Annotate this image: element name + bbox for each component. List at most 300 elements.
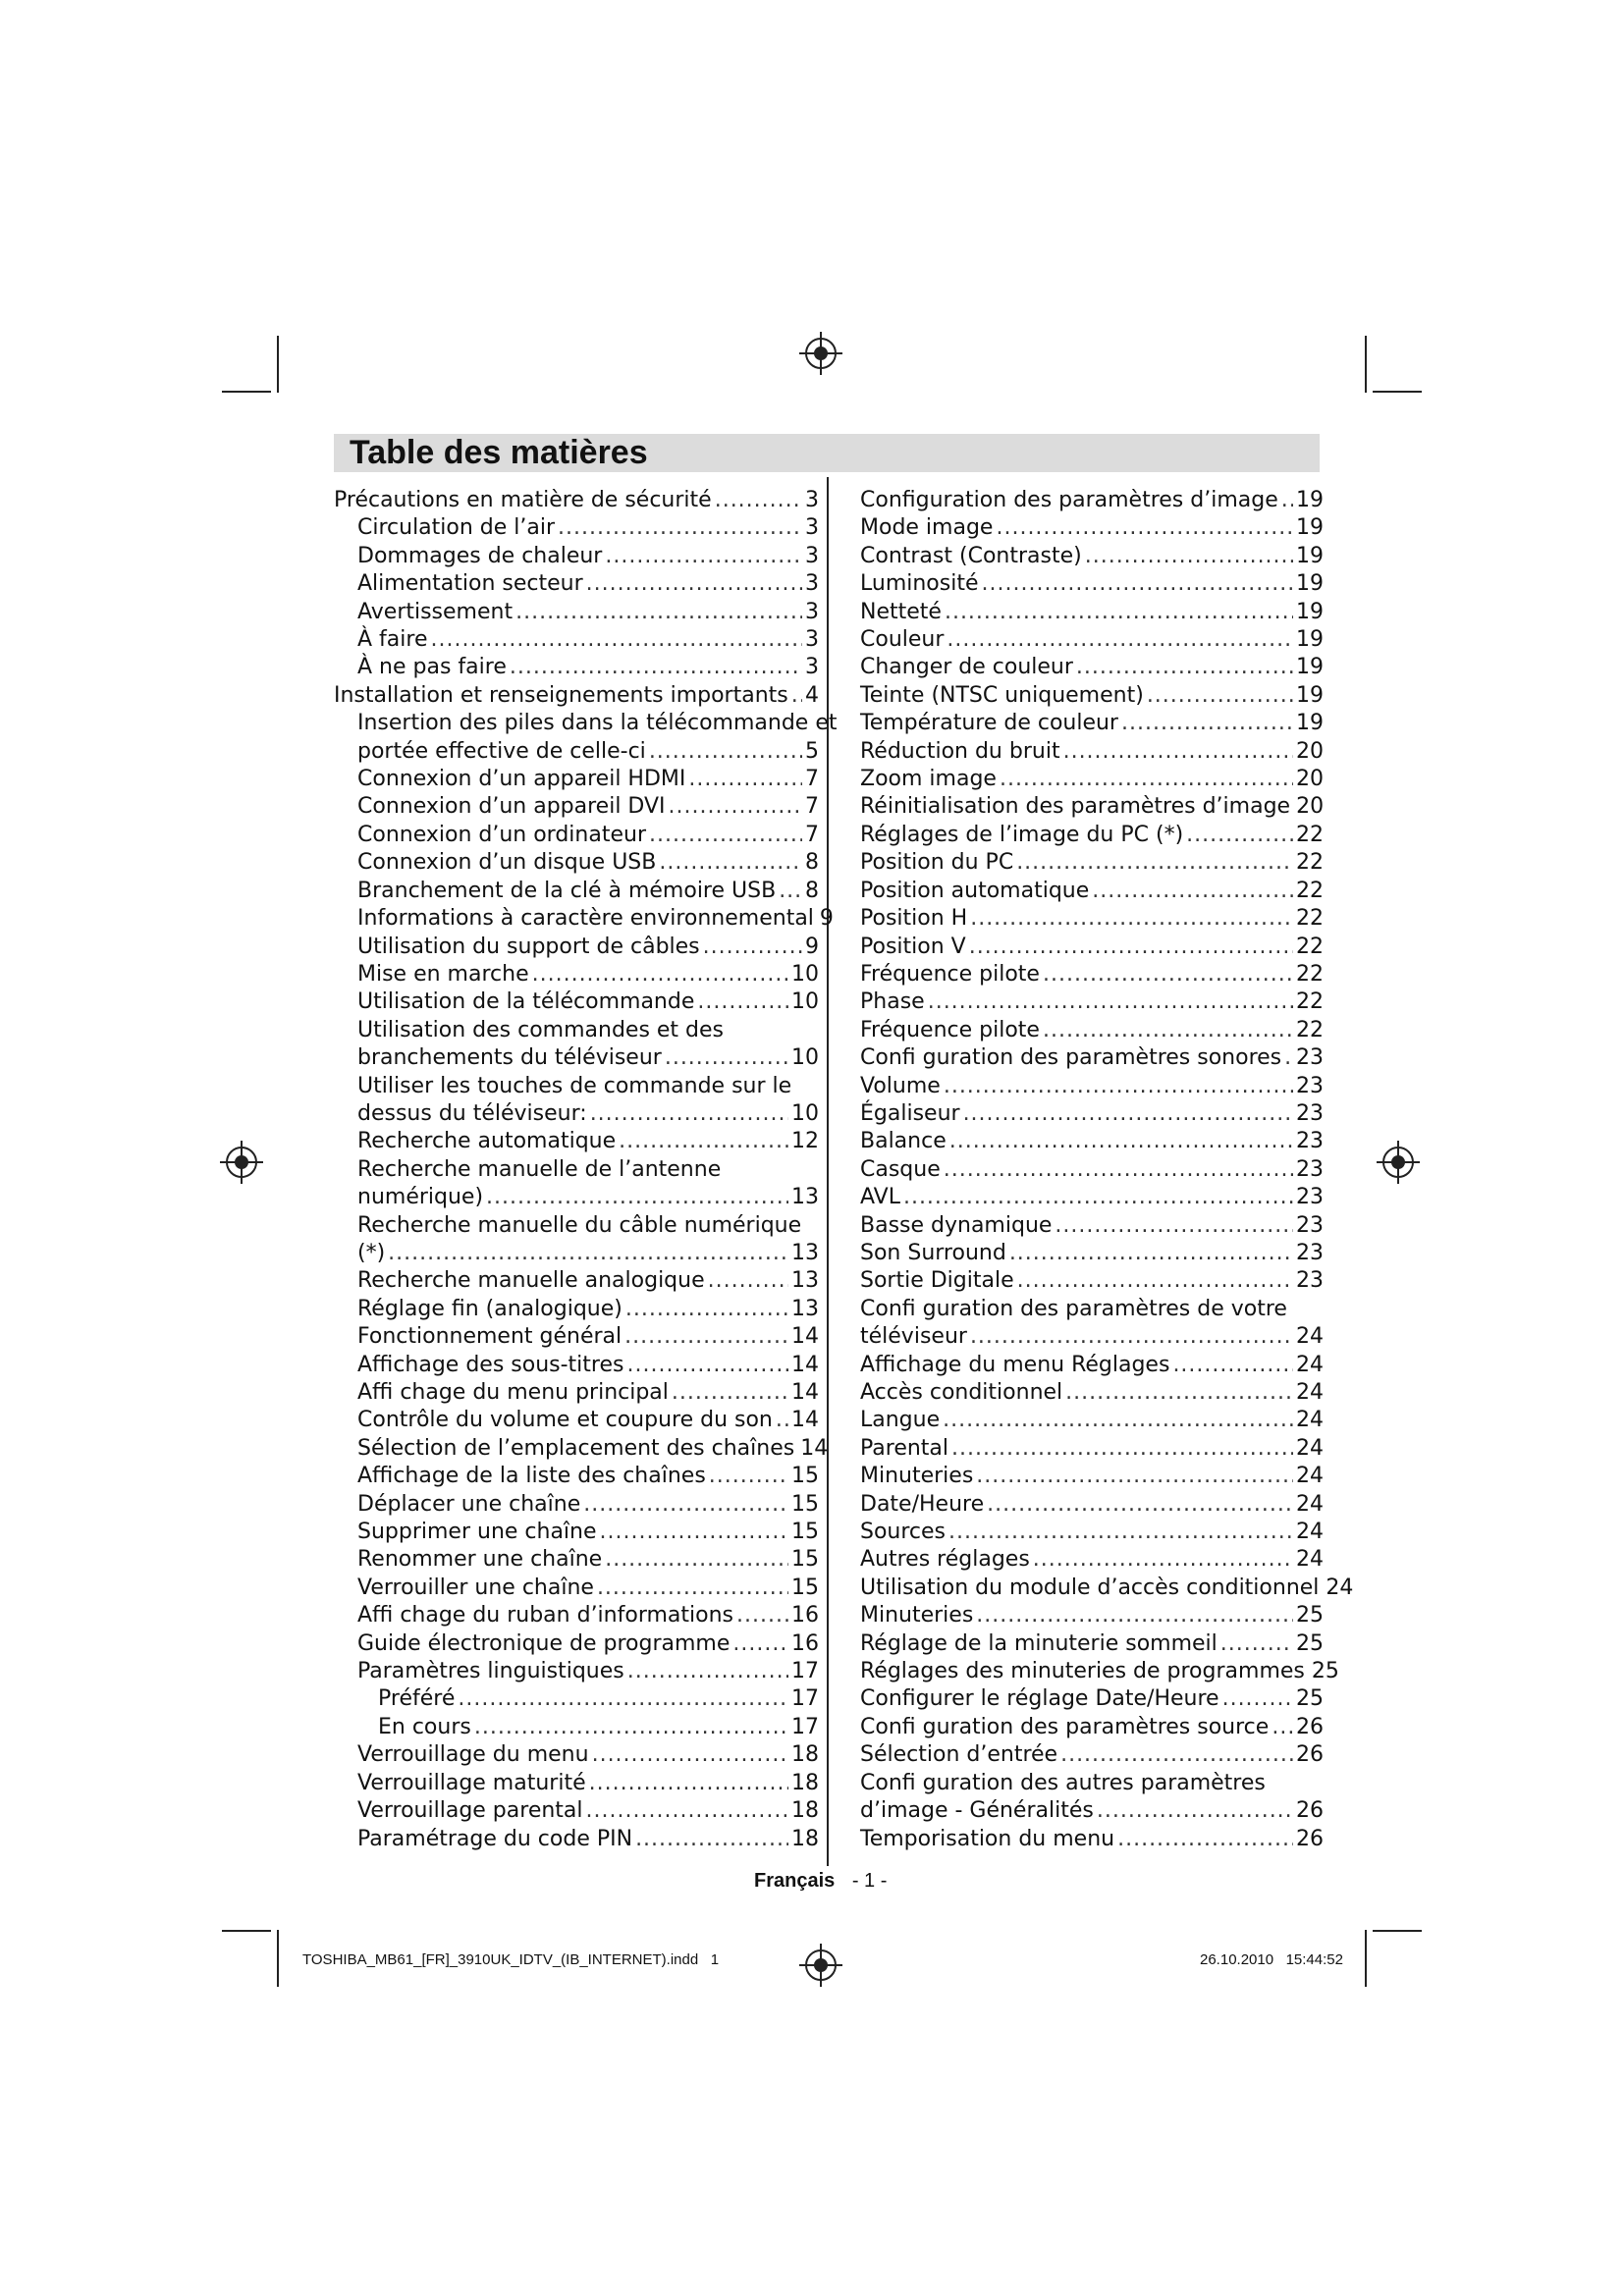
toc-dot-leader [1009,1240,1293,1267]
toc-entry-page: 16 [791,1630,819,1656]
crop-mark [1373,391,1422,393]
page-footer [754,1870,887,1893]
toc-entry [334,961,819,988]
toc-dot-leader [1220,1630,1293,1658]
toc-entry-text: Sources [860,1520,947,1545]
toc-dot-leader [944,1156,1293,1184]
toc-entry-page: 7 [805,822,819,847]
toc-entry-text: Affichage de la liste des chaînes [357,1464,706,1489]
toc-entry-text: Confi guration des paramètres sonores [860,1045,1282,1071]
toc-dot-leader [1033,1546,1293,1574]
toc-dot-leader [1055,1212,1293,1240]
toc-entry-page: 19 [1296,543,1324,568]
toc-entry [334,738,819,766]
toc-entry-page: 16 [791,1603,819,1629]
toc-entry-text: Mode image [860,515,994,541]
toc-entry-text: Position automatique [860,878,1090,903]
toc-dot-leader [458,1685,788,1713]
toc-dot-leader [649,738,802,766]
toc-entry-text: Recherche automatique [357,1129,617,1154]
toc-left-column [334,487,838,1853]
toc-entry-text: Verrouillage du menu [357,1742,589,1768]
toc-entry-text: Configurer le réglage Date/Heure [860,1686,1219,1712]
toc-dot-leader [605,543,802,570]
toc-entry-text: Fonctionnement général [357,1324,623,1350]
toc-entry [860,514,1324,542]
crop-mark [1365,336,1367,393]
page-title: Table des matières [350,434,648,471]
toc-entry-page: 24 [1296,1547,1324,1573]
toc-entry [334,1602,819,1629]
toc-dot-leader [388,1240,788,1267]
toc-entry [860,626,1324,654]
toc-entry-text: Circulation de l’air [357,515,556,541]
toc-entry-text: Température de couleur [860,711,1118,736]
toc-entry [860,961,1324,988]
registration-mark-icon [805,338,837,369]
toc-dot-leader [1186,822,1293,849]
toc-entry [860,905,1324,933]
toc-entry [334,1519,819,1546]
toc-entry-text: Déplacer une chaîne [357,1491,581,1517]
toc-entry-text: Renommer une chaîne [357,1547,603,1573]
toc-entry-text: Teinte (NTSC uniquement) [860,682,1144,708]
toc-entry-page: 19 [1296,488,1324,512]
toc-entry-text: Configuration des paramètres d’image [860,488,1278,512]
toc-entry-text: Temporisation du menu [860,1826,1115,1851]
toc-entry-page: 15 [791,1575,819,1600]
toc-entry-page: 18 [791,1826,819,1851]
toc-entry-page: 17 [791,1686,819,1712]
toc-entry-text: Confi guration des paramètres de votre [860,1296,1287,1321]
toc-entry [860,1156,1324,1184]
toc-entry-text: Fréquence pilote [860,961,1040,987]
toc-dot-leader [1092,878,1293,905]
toc-entry-page: 22 [1296,961,1324,987]
toc-entry-page: 3 [805,655,819,680]
toc-dot-leader [943,1407,1293,1434]
toc-entry-page: 15 [791,1491,819,1517]
toc-entry-text: Affi chage du menu principal [357,1380,669,1405]
toc-entry [860,1491,1324,1519]
toc-entry-page: 22 [1296,906,1324,932]
toc-entry-page: 13 [791,1240,819,1265]
crop-mark [222,1930,271,1932]
toc-entry-text: Contrast (Contraste) [860,543,1082,568]
toc-entry-page: 24 [1296,1520,1324,1545]
toc-entry-text: Réinitialisation des paramètres d’image [860,794,1291,820]
toc-entry [334,1463,819,1490]
toc-entry-page: 10 [791,961,819,987]
toc-dot-leader [625,1296,788,1323]
toc-entry [334,1352,819,1379]
toc-entry [334,1267,819,1295]
toc-entry [334,1044,819,1072]
toc-entry-page: 23 [1296,1129,1324,1154]
toc-dot-leader [1063,738,1293,766]
toc-entry-text: Accès conditionnel [860,1380,1063,1405]
toc-entry-text: En cours [378,1714,471,1739]
toc-right-column [860,487,1354,1853]
toc-entry [334,514,819,542]
toc-entry [334,1100,819,1128]
toc-entry [860,1128,1324,1155]
toc-entry-page: 8 [805,850,819,876]
toc-entry-text: Dommages de chaleur [357,543,603,568]
toc-entry [860,1044,1324,1072]
toc-entry-page: 20 [1296,738,1324,764]
crop-mark [222,391,271,393]
toc-entry-text: Position du PC [860,850,1014,876]
toc-entry [334,654,819,681]
toc-entry-page: 23 [1296,1045,1324,1071]
toc-entry [334,878,819,905]
toc-entry [334,988,819,1016]
toc-entry-page: 14 [791,1408,819,1433]
crop-mark [1365,1930,1367,1987]
toc-entry [334,1296,819,1323]
toc-entry [334,682,819,710]
toc-entry-page: 22 [1296,878,1324,903]
toc-entry-page: 3 [805,627,819,653]
toc-entry-text: Utilisation du module d’accès conditionnel 24 [860,1575,1354,1600]
toc-entry-text: Position V [860,934,966,959]
toc-entry-text: Sélection de l’emplacement des chaînes [357,1435,795,1461]
registration-mark-icon [805,1949,837,1981]
toc-dot-leader [627,1658,788,1685]
toc-entry [334,487,819,514]
toc-entry-page: 25 [1296,1686,1324,1712]
toc-entry-page: 24 [1296,1435,1324,1461]
toc-dot-leader [1043,961,1293,988]
toc-entry-text: Connexion d’un ordinateur [357,822,646,847]
toc-entry [860,1379,1324,1407]
toc-dot-leader [947,626,1293,654]
toc-entry-page: 18 [791,1798,819,1824]
toc-entry [860,1685,1324,1713]
toc-entry-page: 20 [1296,767,1324,792]
footer-language: Français [754,1870,836,1892]
toc-entry-text: Utilisation du support de câbles [357,934,700,959]
toc-entry-text: Installation et renseignements importants [334,682,788,708]
toc-dot-leader [672,1379,788,1407]
toc-entry-page: 25 [1296,1603,1324,1629]
crop-mark [277,1930,279,1987]
toc-dot-leader [1222,1685,1293,1713]
toc-entry-page: 7 [805,767,819,792]
toc-entry-text: Recherche manuelle du câble numérique [357,1212,802,1238]
toc-entry-text: Luminosité [860,571,979,597]
toc-entry-text: Recherche manuelle de l’antenne [357,1156,722,1182]
toc-dot-leader [1117,1826,1293,1853]
toc-entry [860,1184,1324,1211]
toc-entry [860,1463,1324,1490]
toc-entry [860,599,1324,626]
toc-dot-leader [510,654,802,681]
toc-entry-text: Insertion des piles dans la télécommande et [357,711,838,736]
toc-dot-leader [659,849,802,877]
toc-entry [860,1546,1324,1574]
toc-entry-text: Réglages de l’image du PC (*) [860,822,1184,847]
toc-entry-page: 3 [805,515,819,541]
toc-entry-text: Égaliseur [860,1100,960,1126]
toc-entry-text: Sélection d’entrée [860,1742,1058,1768]
toc-entry-text: À faire [357,627,428,653]
toc-entry-page: 18 [791,1770,819,1795]
toc-entry-page: 3 [805,488,819,512]
toc-entry-text: Couleur [860,627,945,653]
toc-entry-text: Date/Heure [860,1491,985,1517]
toc-dot-leader [976,1463,1293,1490]
toc-entry [860,1630,1324,1658]
toc-dot-leader [1284,1044,1293,1072]
toc-entry-page: 13 [791,1185,819,1210]
toc-entry-page: 26 [1296,1826,1324,1851]
toc-entry-page: 22 [1296,989,1324,1015]
toc-entry-page: 19 [1296,711,1324,736]
toc-entry-page: 23 [1296,1268,1324,1294]
toc-entry [860,738,1324,766]
toc-dot-leader [697,988,788,1016]
toc-entry [860,1267,1324,1295]
toc-entry [334,1714,819,1741]
toc-entry [860,849,1324,877]
toc-entry [860,543,1324,570]
toc-entry [334,1797,819,1825]
toc-entry [334,1741,819,1769]
toc-dot-leader [583,1491,788,1519]
toc-entry-text: Branchement de la clé à mémoire USB [357,878,777,903]
toc-entry-page: 24 [1296,1464,1324,1489]
toc-entry-text: Recherche manuelle analogique [357,1268,705,1294]
toc-dot-leader [709,1463,788,1490]
toc-entry-page: 15 [791,1547,819,1573]
toc-entry [334,1546,819,1574]
toc-entry [334,1491,819,1519]
toc-entry-page: 19 [1296,655,1324,680]
toc-entry-text: Réduction du bruit [860,738,1060,764]
toc-dot-leader [970,905,1293,933]
toc-entry [860,1323,1324,1351]
toc-entry-page: 24 [1296,1324,1324,1350]
toc-dot-leader [1147,682,1293,710]
toc-dot-leader [1017,1267,1293,1295]
toc-entry [860,1212,1324,1240]
toc-entry-page: 12 [791,1129,819,1154]
toc-dot-leader [928,988,1293,1016]
toc-entry [860,710,1324,737]
toc-dot-leader [1065,1379,1293,1407]
toc-entry-text: Son Surround [860,1240,1006,1265]
toc-dot-leader [987,1491,1293,1519]
toc-dot-leader [1043,1017,1293,1044]
toc-entry-page: 14 [800,1435,829,1461]
toc-entry-page: 9 [819,906,834,932]
toc-entry-page: 10 [791,1045,819,1071]
toc-entry [860,487,1324,514]
toc-entry [860,766,1324,793]
toc-entry [334,766,819,793]
toc-entry-page: 20 [1296,794,1325,820]
toc-dot-leader [665,1044,788,1072]
toc-entry-text: Réglages des minuteries de programmes 25 [860,1659,1339,1684]
toc-entry-text: Sortie Digitale [860,1268,1014,1294]
toc-dot-leader [619,1128,788,1155]
toc-entry [334,1658,819,1685]
toc-dot-leader [532,961,788,988]
toc-entry-text: dessus du téléviseur: [357,1100,587,1126]
toc-entry-page: 22 [1296,934,1324,959]
toc-entry [334,1435,829,1463]
toc-entry [334,599,819,626]
toc-entry-page: 23 [1296,1185,1324,1210]
toc-entry-text: téléviseur [860,1324,967,1350]
toc-entry-text: Contrôle du volume et coupure du son [357,1408,773,1433]
toc-entry [334,1826,819,1853]
toc-dot-leader [486,1184,788,1211]
toc-entry-page: 24 [1296,1380,1324,1405]
toc-entry [334,543,819,570]
toc-entry-text: numérique) [357,1185,484,1210]
toc-dot-leader [1060,1741,1293,1769]
toc-entry [860,1714,1324,1741]
toc-dot-leader [626,1352,788,1379]
toc-entry-text: Casque [860,1156,941,1182]
toc-dot-leader [430,626,802,654]
toc-entry-text: Volume [860,1073,941,1098]
toc-dot-leader [590,1100,788,1128]
toc-entry-page: 13 [791,1268,819,1294]
toc-entry [334,1323,819,1351]
toc-entry-page: 5 [805,738,819,764]
toc-dot-leader [1172,1352,1293,1379]
toc-entry-text: Préféré [378,1686,456,1712]
toc-dot-leader [779,878,802,905]
toc-entry-page: 25 [1296,1630,1324,1656]
toc-entry [860,934,1324,961]
toc-dot-leader [948,1519,1293,1546]
toc-entry-page: 24 [1296,1408,1324,1433]
toc-entry [334,570,819,598]
toc-dot-leader [1281,487,1293,514]
toc-dot-leader [715,487,802,514]
print-slug-datetime: 26.10.2010 15:44:52 [1200,1951,1343,1968]
toc-entry [860,1240,1324,1267]
toc-entry-text: Affichage des sous-titres [357,1352,624,1377]
toc-dot-leader [586,570,802,598]
toc-entry-text: Confi guration des paramètres source [860,1714,1270,1739]
toc-dot-leader [1085,543,1293,570]
toc-entry-page: 10 [791,989,819,1015]
registration-mark-icon [226,1147,257,1178]
toc-entry-text: Fréquence pilote [860,1017,1040,1042]
crop-mark [277,336,279,393]
toc-dot-leader [669,793,802,821]
toc-dot-leader [1097,1797,1293,1825]
toc-entry-text: Minuteries [860,1464,974,1489]
toc-entry-page: 3 [805,571,819,597]
toc-entry-page: 23 [1296,1156,1324,1182]
toc-entry-page: 7 [805,794,819,820]
toc-entry-page: 19 [1296,599,1324,624]
toc-entry-page: 24 [1296,1491,1324,1517]
toc-entry-page: 19 [1296,682,1324,708]
toc-entry-text: Zoom image [860,767,997,792]
toc-entry-page: 23 [1296,1073,1324,1098]
toc-entry-text: Guide électronique de programme [357,1630,731,1656]
toc-entry-text: Connexion d’un appareil DVI [357,794,666,820]
toc-dot-leader [703,934,802,961]
toc-entry-page: 3 [805,599,819,624]
toc-entry-text: Utilisation de la télécommande [357,989,695,1015]
toc-entry [334,934,819,961]
toc-entry [860,1073,1324,1100]
toc-entry [860,1826,1324,1853]
toc-entry-page: 22 [1296,1017,1324,1042]
toc-entry [860,1407,1324,1434]
toc-entry [860,682,1324,710]
toc-entry-text: Position H [860,906,968,932]
toc-entry-text: Précautions en matière de sécurité [334,488,712,512]
toc-entry-text: Balance [860,1129,947,1154]
toc-entry-text: branchements du téléviseur [357,1045,662,1071]
toc-entry-text: Paramétrage du code PIN [357,1826,633,1851]
toc-entry-text: Connexion d’un appareil HDMI [357,767,686,792]
toc-dot-leader [970,1323,1293,1351]
toc-dot-leader [600,1519,788,1546]
toc-entry-page: 3 [805,543,819,568]
toc-entry-text: Langue [860,1408,941,1433]
toc-dot-leader [597,1575,788,1602]
toc-entry-text: Connexion d’un disque USB [357,850,657,876]
toc-entry-page: 19 [1296,627,1324,653]
toc-entry-text: portée effective de celle-ci [357,738,646,764]
toc-entry-page: 9 [805,934,819,959]
toc-entry-text: Verrouiller une chaîne [357,1575,594,1600]
toc-entry [860,1741,1324,1769]
toc-entry [334,849,819,877]
toc-entry [334,1770,819,1797]
toc-dot-leader [963,1100,1293,1128]
toc-entry-page: 22 [1296,850,1324,876]
toc-dot-leader [976,1602,1293,1629]
toc-entry [860,1100,1324,1128]
toc-entry [334,905,834,933]
toc-dot-leader [951,1435,1293,1463]
toc-entry-text: Parental [860,1435,949,1461]
toc-entry-text: Affi chage du ruban d’informations [357,1603,733,1629]
toc-entry-page: 23 [1296,1100,1324,1126]
registration-mark-icon [1382,1147,1414,1178]
toc-entry-page: 22 [1296,822,1324,847]
toc-entry-text: Supprimer une chaîne [357,1520,597,1545]
toc-entry-text: Utilisation des commandes et des [357,1017,725,1042]
toc-entry-page: 13 [791,1296,819,1321]
toc-entry-page: 23 [1296,1240,1324,1265]
toc-entry-page: 18 [791,1742,819,1768]
toc-dot-leader [945,599,1293,626]
toc-dot-leader [708,1267,788,1295]
toc-dot-leader [1272,1714,1293,1741]
toc-entry-text: Phase [860,989,925,1015]
toc-entry-page: 8 [805,878,819,903]
toc-entry-text: Basse dynamique [860,1212,1053,1238]
toc-dot-leader [996,514,1293,542]
toc-entry [860,654,1324,681]
toc-entry-page: 26 [1296,1714,1324,1739]
toc-entry-text: (*) [357,1240,386,1265]
toc-entry-page: 14 [791,1352,819,1377]
